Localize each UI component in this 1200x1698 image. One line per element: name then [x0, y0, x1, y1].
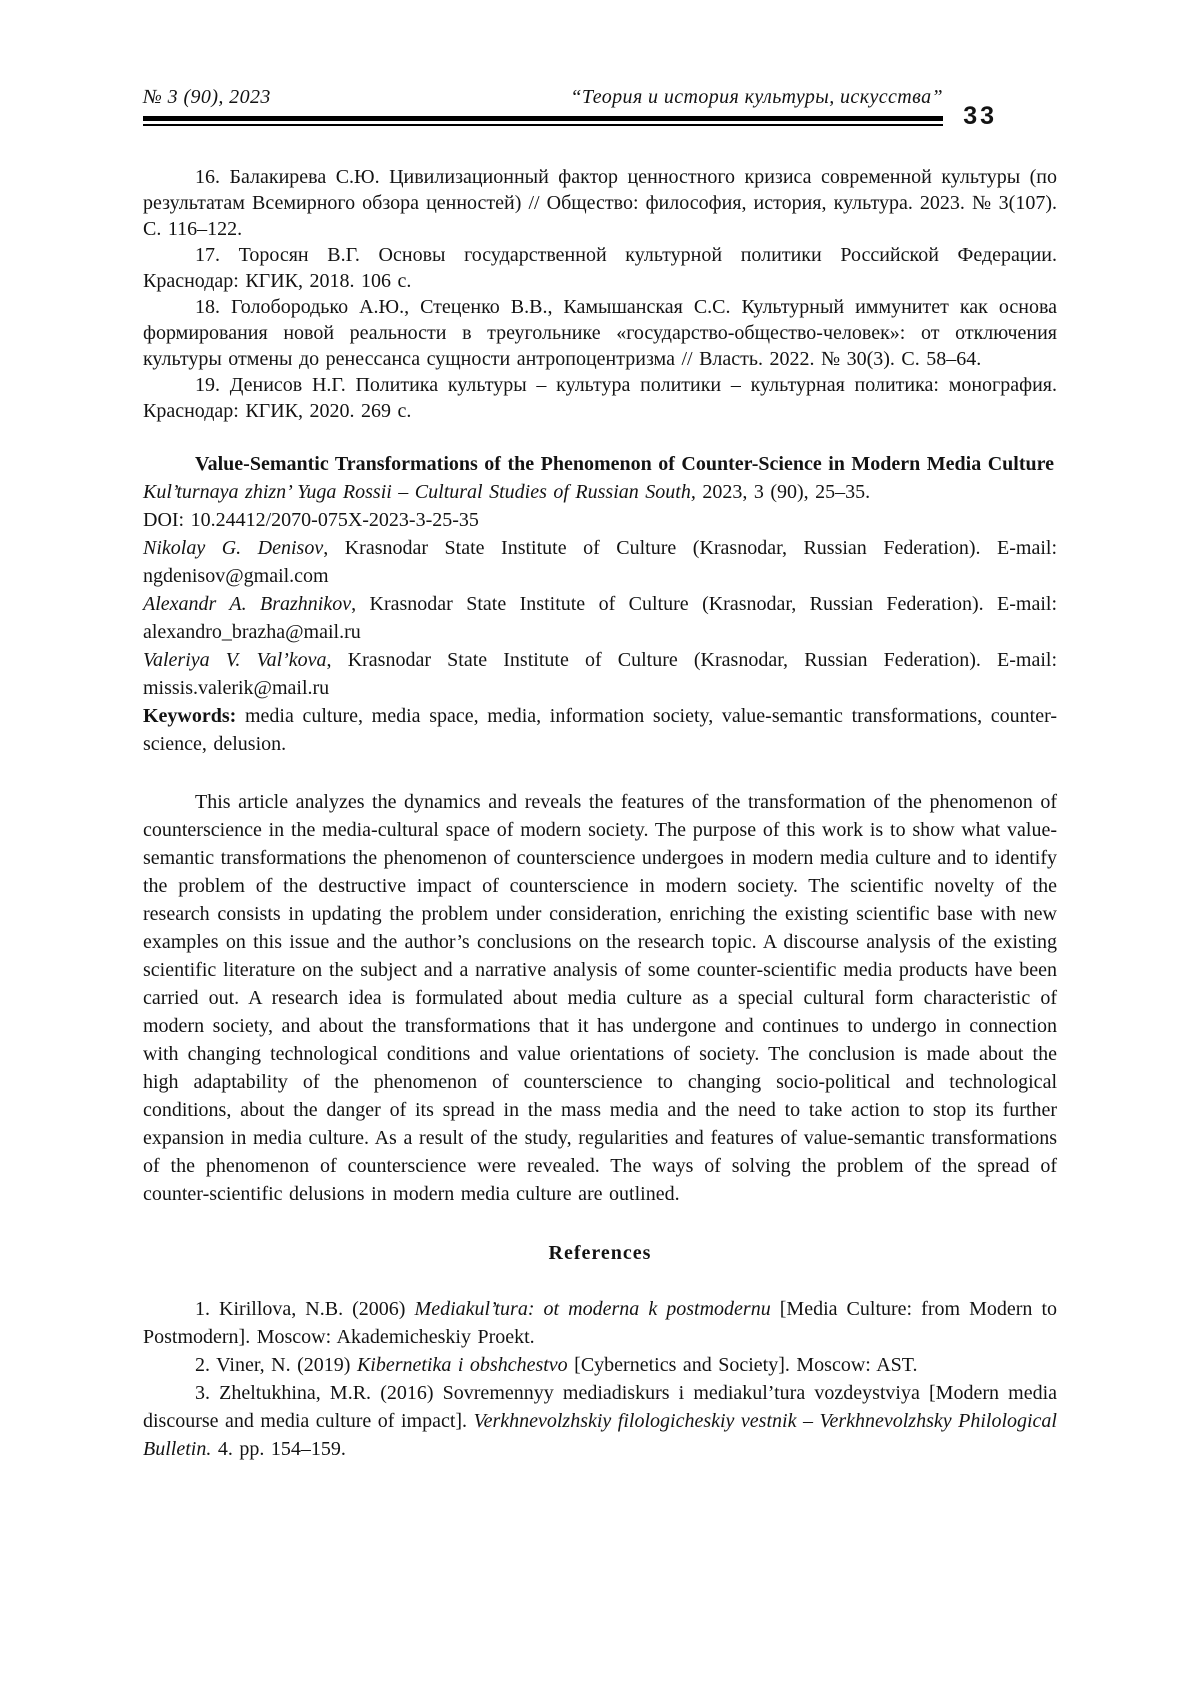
abstract-paragraph: This article analyzes the dynamics and reveals the features of the transformation of the phenomenon of counterscience in the media-cultural space of modern society. The purpose of this work is to show what value-semantic transformations the phenomenon of counterscience undergoes in modern media culture and to identify the problem of the destructive impact of counterscience in modern society. The scientific novelty of the research consists in updating the problem under consideration, enriching the existing scientific base with new examples on this issue and the author’s conclusions on the research topic. A discourse analysis of the existing scientific literature on the subject and a narrative analysis of some counter-scientific media products have been carried out. A research idea is formulated about media culture as a special cultural form characteristic of modern society, and about the transformations that it has undergone and continues to undergo in connection with changing technological conditions and value orientations of society. The conclusion is made about the high adaptability of the phenomenon of counterscience to changing socio-political and technological conditions, about the danger of its spread in the mass media and the need to take action to stop its further expansion in media culture. As a result of the study, regularities and features of value-semantic transformations of the phenomenon of counterscience were revealed. The ways of solving the problem of the spread of counter-scientific delusions in modern media culture are outlined.: [143, 791, 1057, 1205]
article-title-english: Value-Semantic Transformations of the Phenomenon of Counter-Science in Modern Media Culture: [195, 453, 1055, 475]
references-heading: References: [548, 1242, 652, 1264]
journal-citation-line: Kul’turnaya zhizn’ Yuga Rossii – Cultural Studies of Russian South, 2023, 3 (90), 25–35.: [143, 481, 871, 503]
page-body: [143, 164, 1057, 1463]
header-inner: [143, 86, 943, 126]
russian-reference-18: 18. Голобородько А.Ю., Стеценко В.В., Камышанская С.С. Культурный иммунитет как основа формирования новой реальности в треугольнике «государство-общество-человек»: от отключения культуры отмены до ренессанса сущности антропоцентризма // Власть. 2022. № 30(3). С. 58–64.: [143, 296, 1057, 370]
page-header: [143, 86, 1057, 130]
header-rule: [143, 116, 943, 126]
author-line-brazhnikov: Alexandr A. Brazhnikov, Krasnodar State Institute of Culture (Krasnodar, Russian Federation). E-mail: alexandro_brazha@mail.ru: [143, 593, 1057, 643]
author-line-denisov: Nikolay G. Denisov, Krasnodar State Institute of Culture (Krasnodar, Russian Federation). E-mail: ngdenisov@gmail.com: [143, 537, 1058, 587]
russian-reference-19: 19. Денисов Н.Г. Политика культуры – культура политики – культурная политика: монография. Краснодар: КГИК, 2020. 269 с.: [143, 374, 1057, 422]
reference-item-1: 1. Kirillova, N.B. (2006) Mediakul’tura: ot moderna k postmodernu [Media Culture: from Modern to Postmodern]. Moscow: Akademicheskiy Proekt.: [143, 1298, 1058, 1348]
doi-line: DOI: 10.24412/2070-075X-2023-3-25-35: [143, 509, 479, 531]
reference-item-3: 3. Zheltukhina, M.R. (2016) Sovremennyy mediadiskurs i mediakul’tura vozdeystviya [Modern media discourse and media culture of impact]. Verkhnevolzhskiy filologicheskiy vestnik – Verkhnevolzhsky Philological Bulletin. 4. pp. 154–159.: [143, 1382, 1057, 1460]
author-line-valkova: Valeriya V. Val’kova, Krasnodar State Institute of Culture (Krasnodar, Russian Federation). E-mail: missis.valerik@mail.ru: [143, 649, 1057, 699]
page-number: 33: [963, 102, 997, 130]
russian-reference-17: 17. Торосян В.Г. Основы государственной культурной политики Российской Федерации. Краснодар: КГИК, 2018. 106 с.: [143, 244, 1057, 292]
russian-reference-16: 16. Балакирева С.Ю. Цивилизационный фактор ценностного кризиса современной культуры (по результатам Всемирного обзора ценностей) // Общество: философия, история, культура. 2023. № 3(107). С. 116–122.: [143, 166, 1057, 240]
keywords-line: Keywords: media culture, media space, media, information society, value-semantic transformations, counter-science, delusion.: [143, 705, 1057, 755]
issue-label: № 3 (90), 2023: [143, 86, 271, 108]
journal-title: “Теория и история культуры, искусства”: [570, 86, 943, 108]
running-head: [143, 86, 943, 109]
reference-item-2: 2. Viner, N. (2019) Kibernetika i obshchestvo [Cybernetics and Society]. Moscow: AST.: [195, 1354, 918, 1376]
